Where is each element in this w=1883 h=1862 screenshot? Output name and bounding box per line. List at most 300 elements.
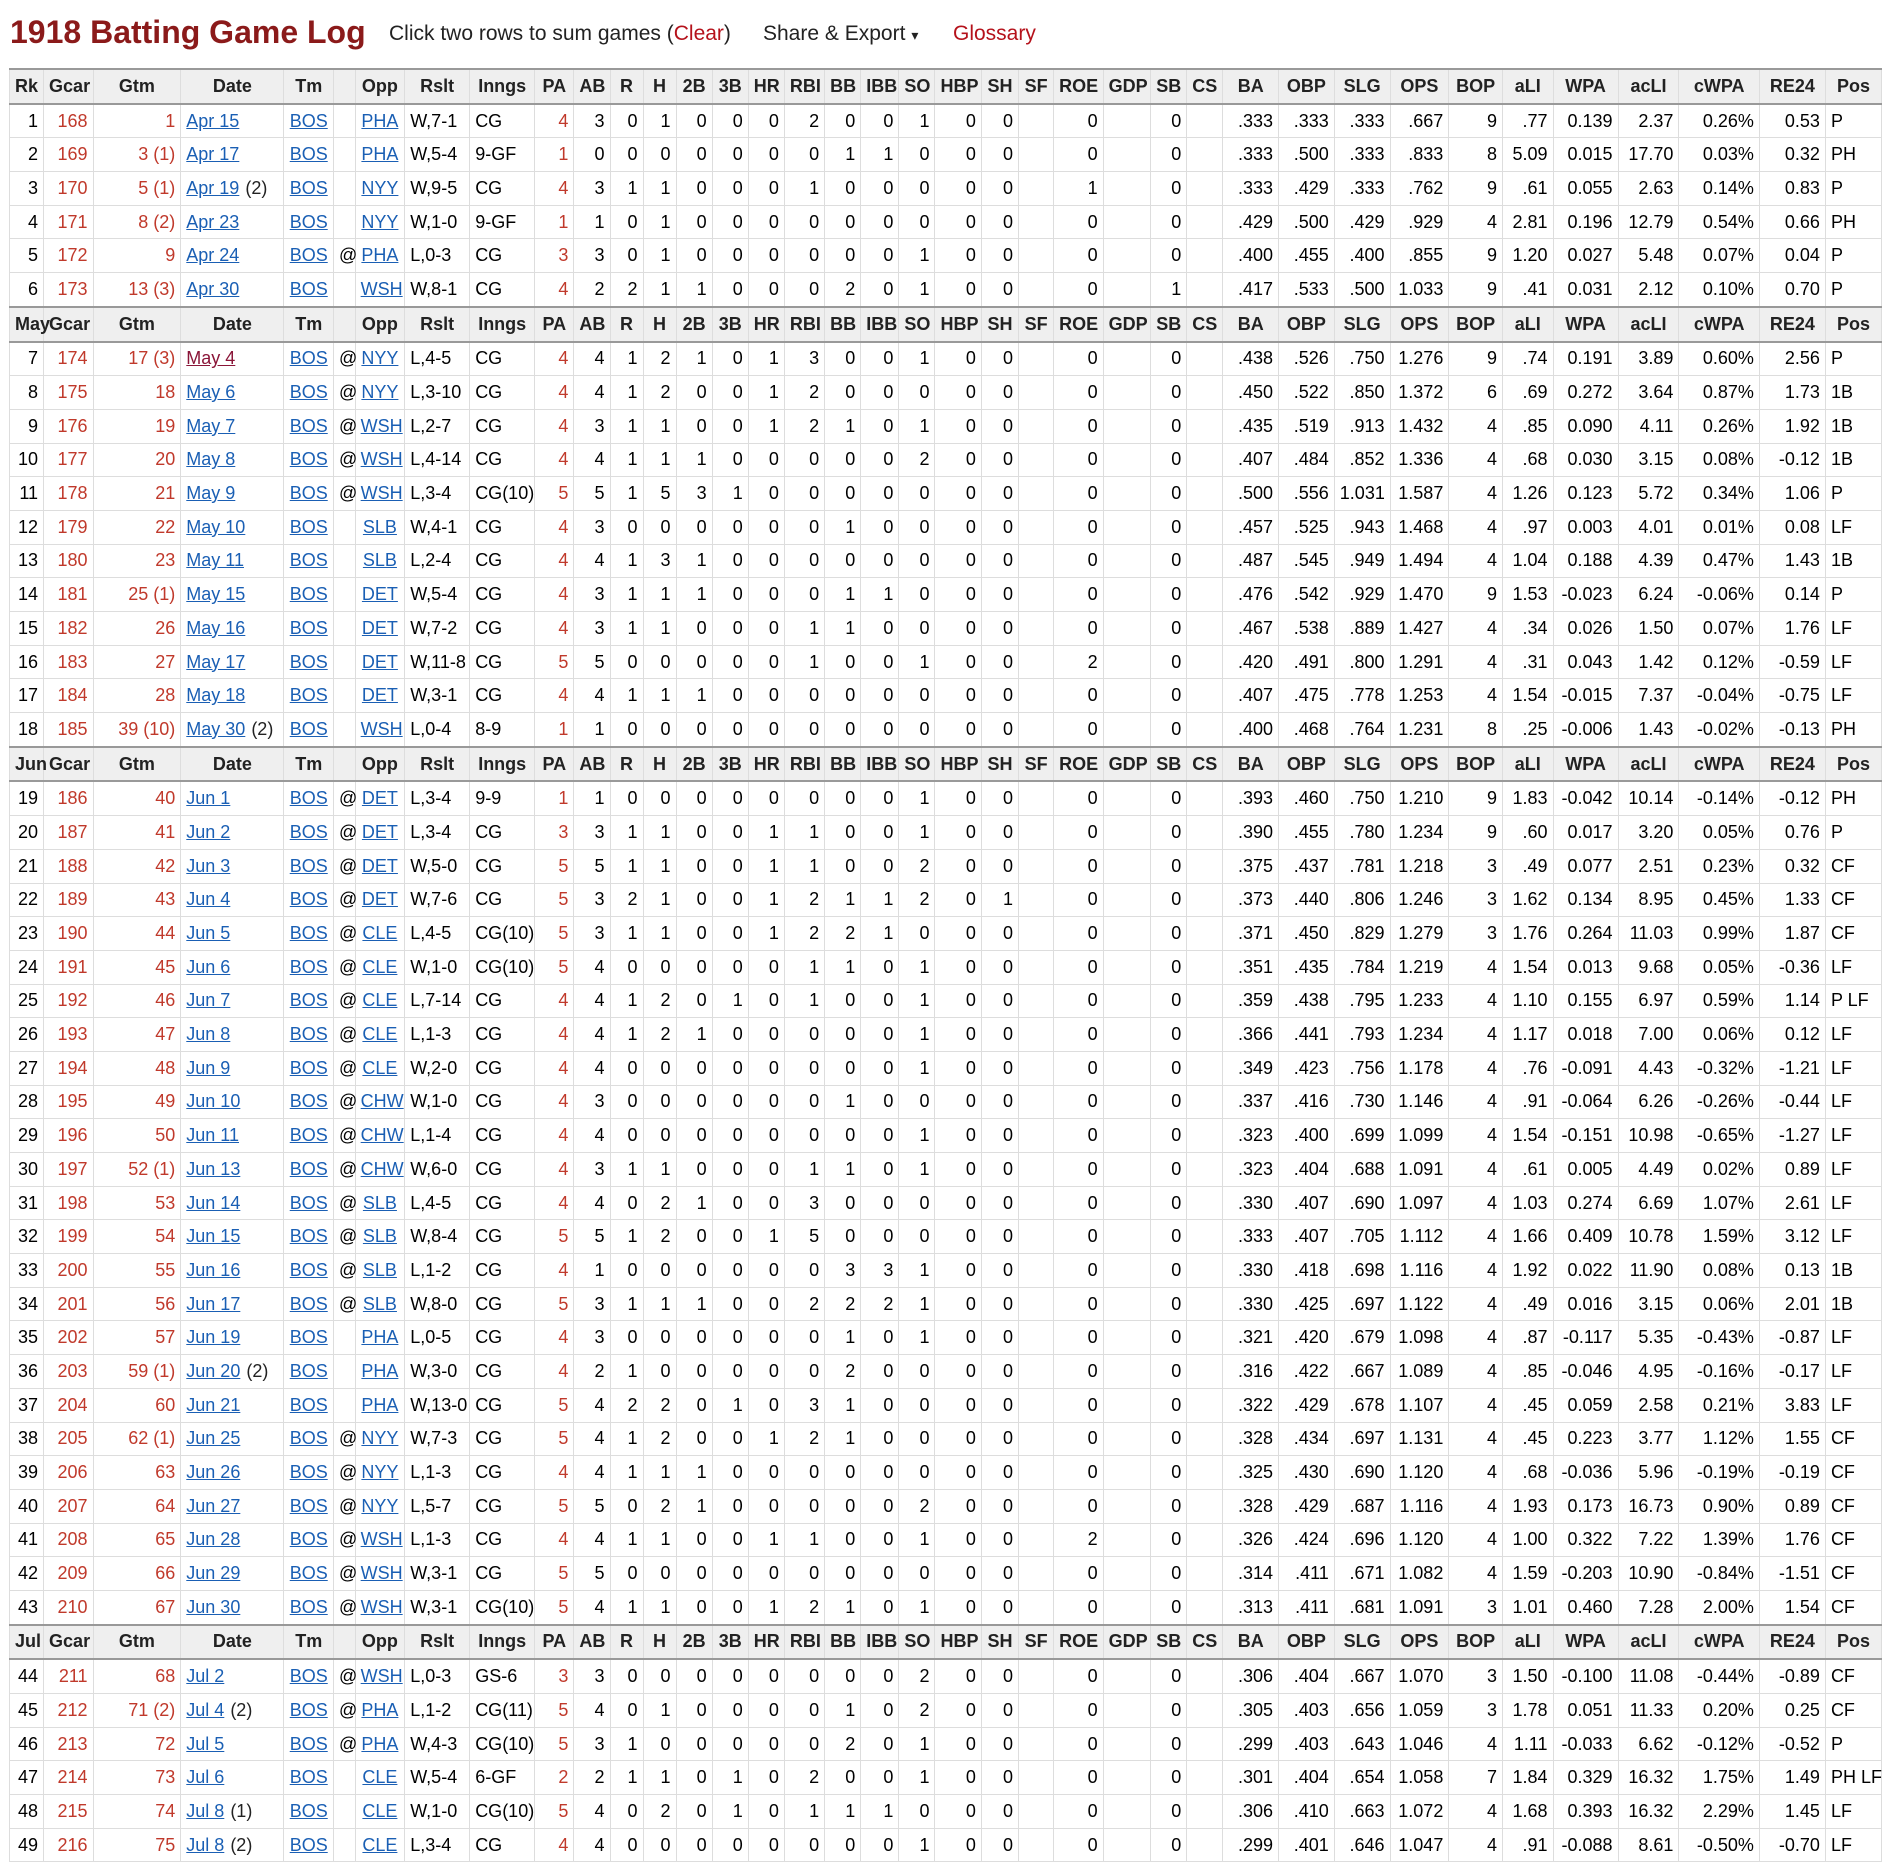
table-row[interactable] <box>10 1220 1882 1254</box>
table-row[interactable] <box>10 1254 1882 1288</box>
opponent-link[interactable]: WSH <box>360 415 403 436</box>
header-pos[interactable]: Pos <box>1825 307 1881 342</box>
header-pos[interactable]: Pos <box>1825 1625 1881 1660</box>
team-link[interactable]: BOS <box>289 1091 328 1112</box>
header-sh[interactable]: SH <box>981 69 1018 104</box>
header-at[interactable] <box>334 747 356 782</box>
date-link[interactable]: May 15 <box>186 584 246 605</box>
header-pa[interactable]: PA <box>535 69 574 104</box>
header-gdp[interactable]: GDP <box>1103 69 1150 104</box>
date-link[interactable]: Apr 30 <box>186 278 240 299</box>
opponent-link[interactable]: CLE <box>362 990 398 1011</box>
date-link[interactable]: Jun 10 <box>186 1091 241 1112</box>
team-link[interactable]: BOS <box>289 1057 328 1078</box>
header-ibb[interactable]: IBB <box>861 307 899 342</box>
opponent-link[interactable]: NYY <box>361 1495 399 1516</box>
header-ba[interactable]: BA <box>1223 307 1279 342</box>
opponent-link[interactable]: SLB <box>362 1293 397 1314</box>
header-hbp[interactable]: HBP <box>935 69 981 104</box>
date-link[interactable]: Jun 3 <box>186 855 231 876</box>
team-link[interactable]: BOS <box>289 1529 328 1550</box>
header-bb[interactable]: BB <box>825 307 861 342</box>
header-hr[interactable]: HR <box>748 1625 784 1660</box>
header-h[interactable]: H <box>643 69 676 104</box>
team-link[interactable]: BOS <box>289 1495 328 1516</box>
header-pos[interactable]: Pos <box>1825 69 1881 104</box>
header-h[interactable]: H <box>643 747 676 782</box>
table-row[interactable] <box>10 1659 1882 1693</box>
header-gdp[interactable]: GDP <box>1103 307 1150 342</box>
header-ba[interactable]: BA <box>1223 1625 1279 1660</box>
date-link[interactable]: Jun 7 <box>186 990 231 1011</box>
header-at[interactable] <box>334 307 356 342</box>
header-bb[interactable]: BB <box>825 747 861 782</box>
team-link[interactable]: BOS <box>289 1428 328 1449</box>
team-link[interactable]: BOS <box>289 110 328 131</box>
opponent-link[interactable]: CLE <box>362 923 398 944</box>
header-rbi[interactable]: RBI <box>784 747 824 782</box>
header-hbp[interactable]: HBP <box>935 307 981 342</box>
opponent-link[interactable]: PHA <box>361 1360 399 1381</box>
header-ops[interactable]: OPS <box>1390 1625 1449 1660</box>
header-obp[interactable]: OBP <box>1279 69 1335 104</box>
opponent-link[interactable]: DET <box>361 788 398 809</box>
table-row[interactable] <box>10 409 1882 443</box>
opponent-link[interactable]: SLB <box>362 550 397 571</box>
header-slg[interactable]: SLG <box>1334 69 1390 104</box>
table-row[interactable] <box>10 1153 1882 1187</box>
opponent-link[interactable]: PHA <box>361 144 399 165</box>
header-so[interactable]: SO <box>899 1625 935 1660</box>
table-row[interactable] <box>10 1694 1882 1728</box>
table-row[interactable] <box>10 1186 1882 1220</box>
share-export-label[interactable]: Share & Export <box>763 22 906 45</box>
date-link[interactable]: Jul 6 <box>186 1767 225 1788</box>
header-rslt[interactable]: Rslt <box>405 747 470 782</box>
date-link[interactable]: Jun 5 <box>186 923 231 944</box>
table-row[interactable] <box>10 1051 1882 1085</box>
team-link[interactable]: BOS <box>289 516 328 537</box>
header-inngs[interactable]: Inngs <box>470 307 535 342</box>
opponent-link[interactable]: CLE <box>362 1024 398 1045</box>
header-date[interactable]: Date <box>181 69 284 104</box>
header-sf[interactable]: SF <box>1019 69 1054 104</box>
header-gtm[interactable]: Gtm <box>93 307 181 342</box>
date-link[interactable]: Jun 28 <box>186 1529 241 1550</box>
team-link[interactable]: BOS <box>289 1024 328 1045</box>
date-link[interactable]: Apr 17 <box>186 144 240 165</box>
team-link[interactable]: BOS <box>289 617 328 638</box>
header-so[interactable]: SO <box>899 747 935 782</box>
opponent-link[interactable]: CHW <box>360 1125 404 1146</box>
header-re24[interactable]: RE24 <box>1759 747 1825 782</box>
opponent-link[interactable]: CLE <box>362 1767 398 1788</box>
table-row[interactable] <box>10 477 1882 511</box>
table-row[interactable] <box>10 342 1882 376</box>
table-row[interactable] <box>10 1321 1882 1355</box>
header-r[interactable]: R <box>610 1625 643 1660</box>
table-row[interactable] <box>10 1355 1882 1389</box>
opponent-link[interactable]: PHA <box>361 245 399 266</box>
header-cs[interactable]: CS <box>1187 1625 1223 1660</box>
date-link[interactable]: Jun 21 <box>186 1394 241 1415</box>
header-r[interactable]: R <box>610 69 643 104</box>
team-link[interactable]: BOS <box>289 177 328 198</box>
date-link[interactable]: May 10 <box>186 516 246 537</box>
team-link[interactable]: BOS <box>289 1733 328 1754</box>
opponent-link[interactable]: CLE <box>362 956 398 977</box>
header-acli[interactable]: acLI <box>1618 1625 1679 1660</box>
team-link[interactable]: BOS <box>289 584 328 605</box>
opponent-link[interactable]: WSH <box>360 718 403 739</box>
header-cwpa[interactable]: cWPA <box>1679 307 1759 342</box>
opponent-link[interactable]: DET <box>361 855 398 876</box>
date-link[interactable]: Apr 15 <box>186 110 240 131</box>
opponent-link[interactable]: NYY <box>361 348 399 369</box>
header-r[interactable]: R <box>610 747 643 782</box>
header-opp[interactable]: Opp <box>355 747 405 782</box>
header-sb[interactable]: SB <box>1151 307 1187 342</box>
header-ab[interactable]: AB <box>574 69 610 104</box>
header-gtm[interactable]: Gtm <box>93 747 181 782</box>
date-link[interactable]: May 7 <box>186 415 236 436</box>
header-sh[interactable]: SH <box>981 1625 1018 1660</box>
header-sh[interactable]: SH <box>981 307 1018 342</box>
header-gcar[interactable]: Gcar <box>44 307 94 342</box>
header-ba[interactable]: BA <box>1223 747 1279 782</box>
header-re24[interactable]: RE24 <box>1759 307 1825 342</box>
table-row[interactable] <box>10 1456 1882 1490</box>
date-link[interactable]: Jun 1 <box>186 788 231 809</box>
opponent-link[interactable]: DET <box>361 821 398 842</box>
team-link[interactable]: BOS <box>289 1259 328 1280</box>
header-ibb[interactable]: IBB <box>861 69 899 104</box>
clear-button[interactable]: Clear <box>673 22 724 45</box>
header-gdp[interactable]: GDP <box>1103 1625 1150 1660</box>
table-row[interactable] <box>10 1523 1882 1557</box>
header-2b[interactable]: 2B <box>676 69 712 104</box>
team-link[interactable]: BOS <box>289 956 328 977</box>
header-tm[interactable]: Tm <box>284 307 334 342</box>
header-wpa[interactable]: WPA <box>1553 69 1618 104</box>
header-slg[interactable]: SLG <box>1334 307 1390 342</box>
date-link[interactable]: Jun 26 <box>186 1462 241 1483</box>
opponent-link[interactable]: NYY <box>361 177 399 198</box>
header-ab[interactable]: AB <box>574 307 610 342</box>
header-h[interactable]: H <box>643 1625 676 1660</box>
team-link[interactable]: BOS <box>289 245 328 266</box>
team-link[interactable]: BOS <box>289 788 328 809</box>
table-row[interactable] <box>10 138 1882 172</box>
header-slg[interactable]: SLG <box>1334 747 1390 782</box>
header-cwpa[interactable]: cWPA <box>1679 1625 1759 1660</box>
opponent-link[interactable]: PHA <box>361 1733 399 1754</box>
team-link[interactable]: BOS <box>289 1596 328 1617</box>
team-link[interactable]: BOS <box>289 718 328 739</box>
header-opp[interactable]: Opp <box>355 1625 405 1660</box>
table-row[interactable] <box>10 1119 1882 1153</box>
table-row[interactable] <box>10 544 1882 578</box>
header-2b[interactable]: 2B <box>676 307 712 342</box>
opponent-link[interactable]: CHW <box>360 1091 404 1112</box>
date-link[interactable]: Jun 16 <box>186 1259 241 1280</box>
team-link[interactable]: BOS <box>289 1767 328 1788</box>
team-link[interactable]: BOS <box>289 685 328 706</box>
opponent-link[interactable]: SLB <box>362 1259 397 1280</box>
opponent-link[interactable]: WSH <box>360 449 403 470</box>
header-bop[interactable]: BOP <box>1449 747 1503 782</box>
date-link[interactable]: May 6 <box>186 382 236 403</box>
header-roe[interactable]: ROE <box>1054 747 1104 782</box>
date-link[interactable]: Jun 30 <box>186 1596 241 1617</box>
header-2b[interactable]: 2B <box>676 1625 712 1660</box>
table-row[interactable] <box>10 816 1882 850</box>
header-ops[interactable]: OPS <box>1390 69 1449 104</box>
header-sb[interactable]: SB <box>1151 1625 1187 1660</box>
date-link[interactable]: Jun 25 <box>186 1428 241 1449</box>
header-date[interactable]: Date <box>181 1625 284 1660</box>
date-link[interactable]: Jun 11 <box>186 1125 239 1146</box>
team-link[interactable]: BOS <box>289 1192 328 1213</box>
date-link[interactable]: Jun 13 <box>186 1158 241 1179</box>
date-link[interactable]: Jun 6 <box>186 956 231 977</box>
header-roe[interactable]: ROE <box>1054 307 1104 342</box>
opponent-link[interactable]: WSH <box>360 1596 403 1617</box>
header-ba[interactable]: BA <box>1223 69 1279 104</box>
header-gdp[interactable]: GDP <box>1103 747 1150 782</box>
table-row[interactable] <box>10 950 1882 984</box>
header-3b[interactable]: 3B <box>712 69 748 104</box>
header-hr[interactable]: HR <box>748 307 784 342</box>
team-link[interactable]: BOS <box>289 990 328 1011</box>
team-link[interactable]: BOS <box>289 1226 328 1247</box>
header-date[interactable]: Date <box>181 307 284 342</box>
opponent-link[interactable]: DET <box>361 584 398 605</box>
opponent-link[interactable]: PHA <box>361 1699 399 1720</box>
header-sb[interactable]: SB <box>1151 69 1187 104</box>
team-link[interactable]: BOS <box>289 889 328 910</box>
opponent-link[interactable]: WSH <box>360 1666 403 1687</box>
header-h[interactable]: H <box>643 307 676 342</box>
header-rk[interactable]: Rk <box>10 69 44 104</box>
opponent-link[interactable]: WSH <box>360 483 403 504</box>
team-link[interactable]: BOS <box>289 278 328 299</box>
header-ali[interactable]: aLI <box>1502 1625 1553 1660</box>
table-row[interactable] <box>10 273 1882 307</box>
opponent-link[interactable]: CLE <box>362 1057 398 1078</box>
date-link[interactable]: May 9 <box>186 483 236 504</box>
header-sf[interactable]: SF <box>1019 307 1054 342</box>
table-row[interactable] <box>10 1018 1882 1052</box>
header-rbi[interactable]: RBI <box>784 1625 824 1660</box>
share-export-menu[interactable] <box>763 22 918 46</box>
table-row[interactable] <box>10 104 1882 138</box>
opponent-link[interactable]: CHW <box>360 1158 404 1179</box>
date-link[interactable]: Apr 24 <box>186 245 240 266</box>
team-link[interactable]: BOS <box>289 1360 328 1381</box>
header-pos[interactable]: Pos <box>1825 747 1881 782</box>
date-link[interactable]: Jun 29 <box>186 1563 241 1584</box>
table-row[interactable] <box>10 1795 1882 1829</box>
team-link[interactable]: BOS <box>289 1327 328 1348</box>
date-link[interactable]: Jun 27 <box>186 1495 241 1516</box>
header-acli[interactable]: acLI <box>1618 307 1679 342</box>
team-link[interactable]: BOS <box>289 1394 328 1415</box>
header-obp[interactable]: OBP <box>1279 747 1335 782</box>
team-link[interactable]: BOS <box>289 211 328 232</box>
header-2b[interactable]: 2B <box>676 747 712 782</box>
date-link[interactable]: Jul 8 <box>186 1800 225 1821</box>
header-rslt[interactable]: Rslt <box>405 69 470 104</box>
table-row[interactable] <box>10 205 1882 239</box>
header-gtm[interactable]: Gtm <box>93 69 181 104</box>
opponent-link[interactable]: CLE <box>362 1800 398 1821</box>
team-link[interactable]: BOS <box>289 550 328 571</box>
header-ibb[interactable]: IBB <box>861 747 899 782</box>
header-3b[interactable]: 3B <box>712 307 748 342</box>
header-ali[interactable]: aLI <box>1502 69 1553 104</box>
header-re24[interactable]: RE24 <box>1759 69 1825 104</box>
header-cs[interactable]: CS <box>1187 307 1223 342</box>
table-row[interactable] <box>10 917 1882 951</box>
header-pa[interactable]: PA <box>535 307 574 342</box>
opponent-link[interactable]: PHA <box>361 1327 399 1348</box>
date-link[interactable]: Jun 19 <box>186 1327 241 1348</box>
opponent-link[interactable]: WSH <box>360 1563 403 1584</box>
header-at[interactable] <box>334 69 356 104</box>
header-at[interactable] <box>334 1625 356 1660</box>
table-row[interactable] <box>10 1388 1882 1422</box>
opponent-link[interactable]: SLB <box>362 1192 397 1213</box>
team-link[interactable]: BOS <box>289 382 328 403</box>
team-link[interactable]: BOS <box>289 1158 328 1179</box>
team-link[interactable]: BOS <box>289 415 328 436</box>
team-link[interactable]: BOS <box>289 1125 328 1146</box>
header-sf[interactable]: SF <box>1019 1625 1054 1660</box>
header-ops[interactable]: OPS <box>1390 307 1449 342</box>
opponent-link[interactable]: DET <box>361 685 398 706</box>
header-rbi[interactable]: RBI <box>784 69 824 104</box>
date-link[interactable]: Jul 8 <box>186 1834 225 1855</box>
header-pa[interactable]: PA <box>535 1625 574 1660</box>
opponent-link[interactable]: SLB <box>362 516 397 537</box>
date-link[interactable]: Jul 4 <box>186 1699 225 1720</box>
opponent-link[interactable]: NYY <box>361 1462 399 1483</box>
opponent-link[interactable]: NYY <box>361 1428 399 1449</box>
team-link[interactable]: BOS <box>289 855 328 876</box>
header-ab[interactable]: AB <box>574 1625 610 1660</box>
date-link[interactable]: May 4 <box>186 348 236 369</box>
header-sf[interactable]: SF <box>1019 747 1054 782</box>
header-bop[interactable]: BOP <box>1449 307 1503 342</box>
team-link[interactable]: BOS <box>289 923 328 944</box>
date-link[interactable]: Jun 4 <box>186 889 231 910</box>
header-acli[interactable]: acLI <box>1618 747 1679 782</box>
date-link[interactable]: Jun 15 <box>186 1226 241 1247</box>
header-wpa[interactable]: WPA <box>1553 307 1618 342</box>
header-sb[interactable]: SB <box>1151 747 1187 782</box>
header-wpa[interactable]: WPA <box>1553 1625 1618 1660</box>
opponent-link[interactable]: NYY <box>361 382 399 403</box>
team-link[interactable]: BOS <box>289 1293 328 1314</box>
header-wpa[interactable]: WPA <box>1553 747 1618 782</box>
table-row[interactable] <box>10 679 1882 713</box>
table-row[interactable] <box>10 713 1882 747</box>
date-link[interactable]: Jul 5 <box>186 1733 225 1754</box>
opponent-link[interactable]: WSH <box>360 1529 403 1550</box>
header-ali[interactable]: aLI <box>1502 307 1553 342</box>
team-link[interactable]: BOS <box>289 1666 328 1687</box>
header-pa[interactable]: PA <box>535 747 574 782</box>
header-tm[interactable]: Tm <box>284 1625 334 1660</box>
table-row[interactable] <box>10 1727 1882 1761</box>
header-hr[interactable]: HR <box>748 747 784 782</box>
team-link[interactable]: BOS <box>289 348 328 369</box>
date-link[interactable]: May 16 <box>186 617 246 638</box>
table-row[interactable] <box>10 883 1882 917</box>
team-link[interactable]: BOS <box>289 1800 328 1821</box>
date-link[interactable]: May 8 <box>186 449 236 470</box>
table-row[interactable] <box>10 578 1882 612</box>
header-ibb[interactable]: IBB <box>861 1625 899 1660</box>
table-row[interactable] <box>10 849 1882 883</box>
header-hr[interactable]: HR <box>748 69 784 104</box>
header-ab[interactable]: AB <box>574 747 610 782</box>
table-row[interactable] <box>10 1761 1882 1795</box>
header-gtm[interactable]: Gtm <box>93 1625 181 1660</box>
header-opp[interactable]: Opp <box>355 69 405 104</box>
header-roe[interactable]: ROE <box>1054 69 1104 104</box>
header-ops[interactable]: OPS <box>1390 747 1449 782</box>
team-link[interactable]: BOS <box>289 1699 328 1720</box>
team-link[interactable]: BOS <box>289 1834 328 1855</box>
header-re24[interactable]: RE24 <box>1759 1625 1825 1660</box>
header-opp[interactable]: Opp <box>355 307 405 342</box>
header-so[interactable]: SO <box>899 307 935 342</box>
team-link[interactable]: BOS <box>289 821 328 842</box>
header-r[interactable]: R <box>610 307 643 342</box>
date-link[interactable]: Jul 2 <box>186 1666 225 1687</box>
date-link[interactable]: May 17 <box>186 651 246 672</box>
header-rk[interactable]: May <box>10 307 44 342</box>
opponent-link[interactable]: DET <box>361 617 398 638</box>
table-row[interactable] <box>10 984 1882 1018</box>
table-row[interactable] <box>10 510 1882 544</box>
date-link[interactable]: Jun 8 <box>186 1024 231 1045</box>
header-hbp[interactable]: HBP <box>935 1625 981 1660</box>
table-row[interactable] <box>10 239 1882 273</box>
header-rslt[interactable]: Rslt <box>405 307 470 342</box>
team-link[interactable]: BOS <box>289 1563 328 1584</box>
date-link[interactable]: Jun 9 <box>186 1057 231 1078</box>
header-bop[interactable]: BOP <box>1449 69 1503 104</box>
header-bb[interactable]: BB <box>825 1625 861 1660</box>
header-ali[interactable]: aLI <box>1502 747 1553 782</box>
header-obp[interactable]: OBP <box>1279 307 1335 342</box>
header-rk[interactable]: Jun <box>10 747 44 782</box>
header-rk[interactable]: Jul <box>10 1625 44 1660</box>
team-link[interactable]: BOS <box>289 1462 328 1483</box>
opponent-link[interactable]: WSH <box>360 278 403 299</box>
date-link[interactable]: May 18 <box>186 685 246 706</box>
header-inngs[interactable]: Inngs <box>470 69 535 104</box>
table-row[interactable] <box>10 1828 1882 1862</box>
table-row[interactable] <box>10 172 1882 206</box>
header-sh[interactable]: SH <box>981 747 1018 782</box>
header-gcar[interactable]: Gcar <box>44 69 94 104</box>
header-slg[interactable]: SLG <box>1334 1625 1390 1660</box>
header-gcar[interactable]: Gcar <box>44 1625 94 1660</box>
